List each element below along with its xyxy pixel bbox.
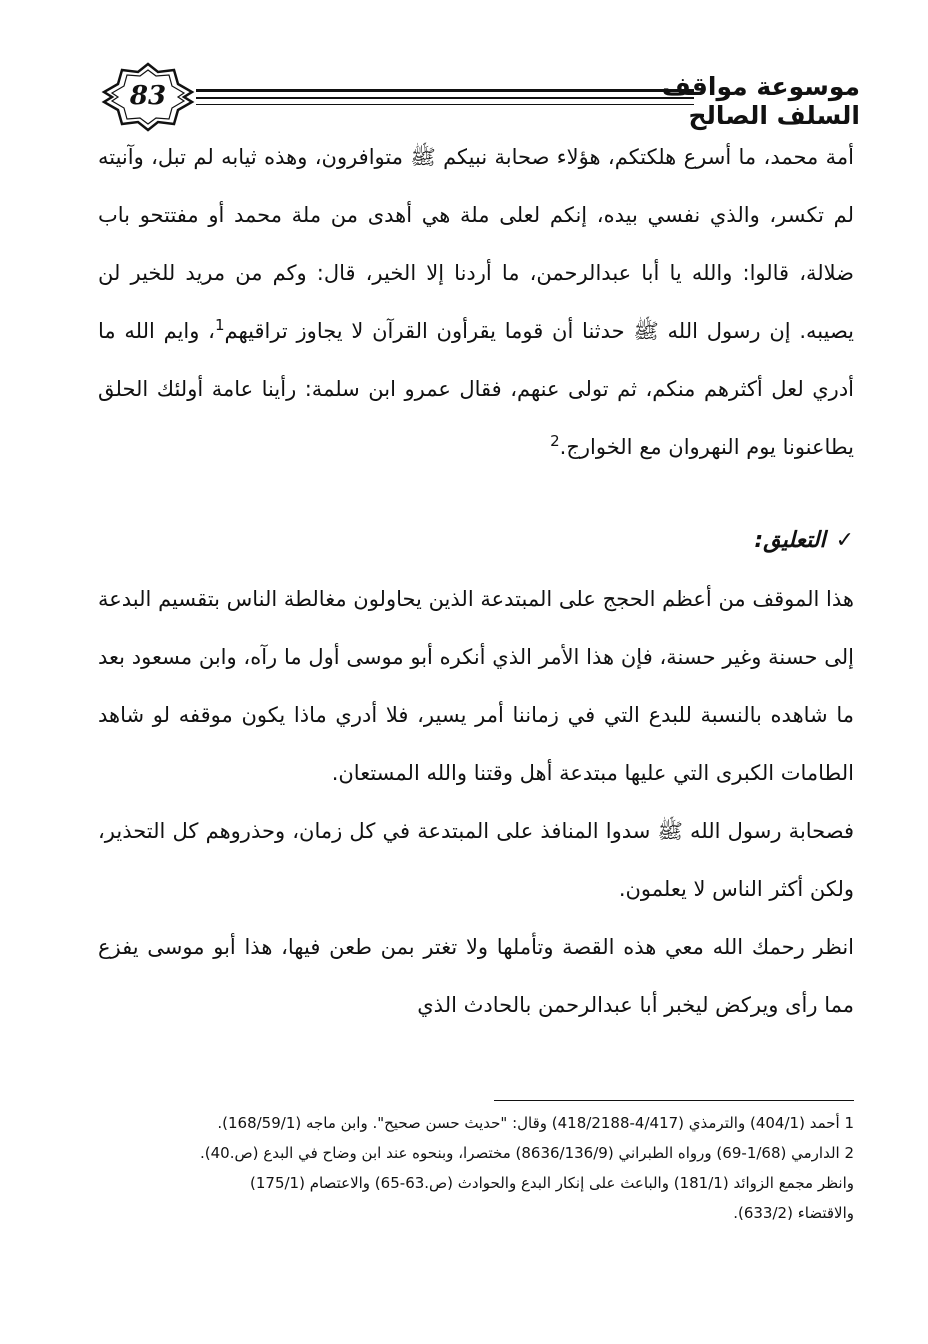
commentary-heading-label: التعليق: (754, 528, 826, 553)
footnote-reference[interactable]: 1 (214, 316, 225, 334)
paragraph (98, 128, 854, 476)
check-mark-icon: ✓ (835, 528, 854, 553)
footnote-divider (494, 1100, 854, 1101)
text-run: ، وايم الله ما أدري لعل أكثرهم منكم، ثم تولى عنهم، فقال عمرو ابن سلمة: رأينا عامة أولئك الحلق يطاعنونا يوم النهروان مع الخوارج. (98, 319, 854, 459)
footnote-line: والاقتضاء (633/2). (733, 1204, 854, 1222)
paragraph: فصحابة رسول الله ﷺ سدوا المنافذ على المبتدعة في كل زمان، وحذروهم كل التحذير، ولكن أكثر الناس لا يعلمون. (98, 819, 854, 901)
footnotes (98, 1108, 854, 1228)
header-rule (196, 97, 694, 99)
page-header (100, 62, 860, 132)
book-title: موسوعة مواقف السلف الصالح (661, 72, 860, 130)
text-run: أمة محمد، ما أسرع هلكتكم، هؤلاء صحابة نبيكم ﷺ متوافرون، وهذه ثيابه لم تبل، وآنيته لم تكسر، والذي نفسي بيده، إنكم لعلى ملة هي أهدى من ملة محمد أو مفتتحو باب ضلالة، قالوا: والله يا أبا عبدالرحمن، ما أردنا إلا الخير، قال: وكم من مريد للخير لن يصيبه. إن رسول الله ﷺ حدثنا أن قوما يقرأون القرآن لا يجاوز تراقيهم (98, 145, 854, 343)
page-number-badge (100, 62, 196, 132)
page-number: 83 (129, 81, 167, 111)
commentary-text (98, 570, 854, 1034)
paragraph: هذا الموقف من أعظم الحجج على المبتدعة الذين يحاولون مغالطة الناس بتقسيم البدعة إلى حسنة وغير حسنة، فإن هذا الأمر الذي أنكره أبو موسى أول ما رآه، وابن مسعود بعد ما شاهده بالنسبة للبدع التي في زماننا أمر يسير، فلا أدري ماذا يكون موقفه لو شاهد الطامات الكبرى التي عليها مبتدعة أهل وقتنا والله المستعان. (98, 587, 854, 785)
footnote-line: وانظر مجمع الزوائد (181/1) والباعث على إنكار البدع والحوادث (ص.63-65) والاعتصام (175/1) (250, 1174, 854, 1192)
main-text (98, 128, 854, 476)
header-rule (196, 104, 694, 105)
footnote-reference[interactable]: 2 (550, 432, 560, 450)
header-rule (196, 89, 694, 92)
footnote-line: 1 أحمد (404/1) والترمذي (4/417-418/2188) وقال: "حديث حسن صحيح". وابن ماجه (168/59/1). (217, 1114, 854, 1132)
paragraph: انظر رحمك الله معي هذه القصة وتأملها ولا تغتر بمن طعن فيها، هذا أبو موسى يفزع مما رأى ويركض ليخبر أبا عبدالرحمن بالحادث الذي (98, 935, 854, 1017)
commentary-heading (754, 528, 854, 553)
footnote-line: 2 الدارمي (1/68-69) ورواه الطبراني (8636/136/9) مختصرا، وبنحوه عند ابن وضاح في البدع (ص.40). (200, 1144, 854, 1162)
